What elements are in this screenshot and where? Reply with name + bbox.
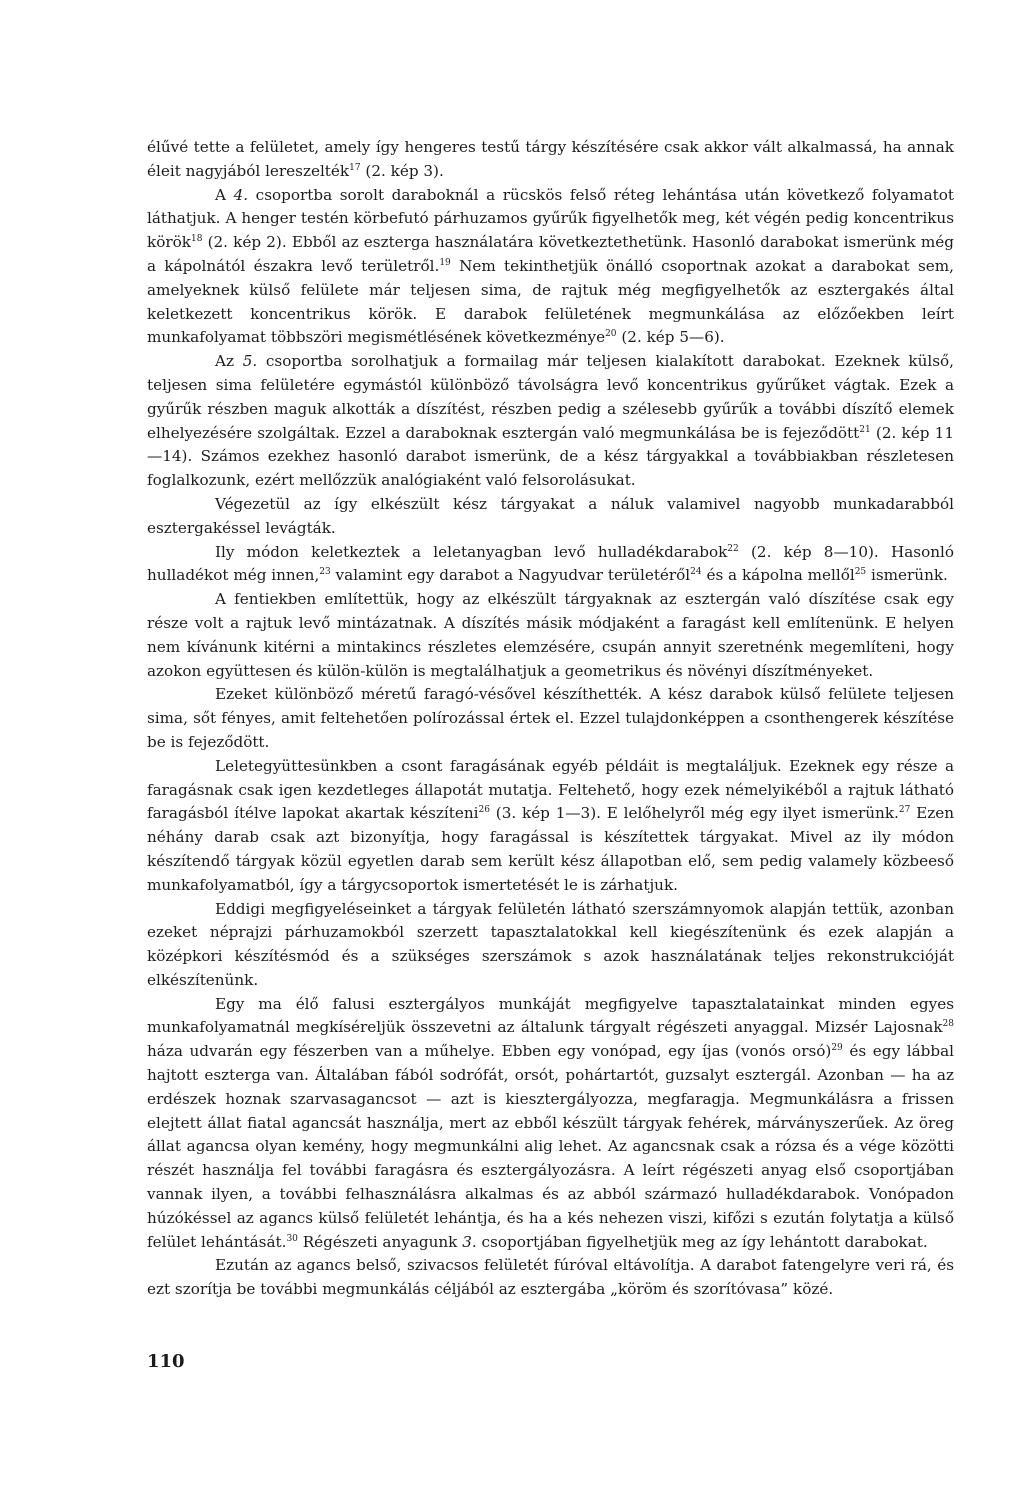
text-run: (2. kép 8—10). Hasonló hulladékot még innen, (147, 542, 954, 585)
text-run: Ezen néhány darab csak azt bizonyítja, hogy faragással is készítettek tárgyakat. Mivel az ily módon készítendő tárgyak közül egyetlen darab sem került kész állapotban elő, sem pedig valamely közbeeső munkafolyamatból, így a tárgycsoportok ismertetését le is zárhatjuk. (147, 804, 954, 894)
text-run: A (215, 185, 234, 204)
text-run: Leletegyüttesünkben a csont faragásának egyéb példáit is megtaláljuk. Ezeknek egy része a faragásnak csak igen kezdetleges állapotát mutatja. Feltehető, hogy ezek némelyikéből a rajtuk látható faragásból ítélve lapokat akartak készíteni (147, 756, 954, 823)
footnote-ref: 29 (831, 1043, 843, 1054)
paragraph (147, 136, 954, 184)
footnote-ref: 19 (439, 257, 451, 268)
paragraph (147, 350, 954, 493)
text-run: ismerünk. (866, 566, 948, 585)
footnote-ref: 30 (286, 1233, 298, 1244)
text-run: Eddigi megfigyeléseinket a tárgyak felületén látható szerszámnyomok alapján tettük, azonban ezeket néprajzi párhuzamokból szerzett tapasztalatokkal kell kiegészítenünk és ezek alapján a középkori készítésmód és a szükséges szerszámok s azok használatának teljes rekonstrukcióját elkészítenünk. (147, 899, 954, 989)
paragraph (147, 755, 954, 898)
text-run: A fentiekben említettük, hogy az elkészült tárgyaknak az esztergán való díszítése csak egy része volt a rajtuk levő mintázatnak. A díszítés másik módjaként a faragást kell említenünk. E helyen nem kívánunk kitérni a mintakincs részletes elemzésére, csupán annyit szeretnénk megemlíteni, hogy azokon együttesen és külön-külön is megtalálhatjuk a geometrikus és növényi díszítményeket. (147, 590, 954, 680)
paragraph (147, 898, 954, 993)
footnote-ref: 25 (854, 567, 867, 578)
text-run: Az (215, 352, 243, 371)
text-run: és a kápolna mellől (701, 566, 855, 585)
footnote-ref: 21 (859, 424, 871, 435)
page-body (147, 136, 954, 1302)
paragraph (147, 588, 954, 683)
text-run: (2. kép 5—6). (616, 328, 725, 347)
text-run: csoportba sorolt daraboknál a rücskös felső réteg lehántása után következő folyamatot láthatjuk. A henger testén körbefutó párhuzamos gyűrűk figyelhetők meg, két végén pedig koncentrikus körök (147, 185, 954, 252)
text-run: Végezetül az így elkészült kész tárgyakat a náluk valamivel nagyobb munkadarabból esztergakéssel levágták. (147, 494, 954, 537)
text-run: és egy lábbal hajtott eszterga van. Általában fából sodrófát, orsót, pohártartót, guzsalyt esztergál. Azonban — ha az erdészek hoznak szarvasagancsot — azt is kiesztergályozza, megfaragja. Megmunkálásra a frissen elejtett állat fiatal agancsát használja, mert az ebből készült tárgyak fehérek, márványszerűek. Az öreg állat agancsa olyan kemény, hogy megmunkálni alig lehet. Az agancsnak csak a rózsa és a vége közötti részét használja fel további faragásra és esztergályozásra. A leírt régészeti anyag első csoportjában vannak ilyen, a további felhasználásra alkalmas és az abból származó hulladékdarabok. Vonópadon húzókéssel az agancs külső felületét lehántja, és ha a kés nehezen viszi, kifőzi s ezután folytatja a külső felület lehántását. (147, 1042, 954, 1251)
text-run: Egy ma élő falusi esztergályos munkáját megfigyelve tapasztalatainkat minden egyes munkafolyamatnál megkíséreljük összevetni az általunk tárgyalt régészeti anyaggal. Mizsér Lajosnak (147, 994, 954, 1037)
group-number: 3. (462, 1232, 477, 1251)
footnote-ref: 23 (319, 567, 331, 578)
footnote-ref: 17 (349, 162, 361, 173)
text-run: háza udvarán egy fészerben van a műhelye. Ebben egy vonópad, egy íjas (vonós orsó) (147, 1042, 832, 1061)
paragraph (147, 184, 954, 351)
page-number: 110 (147, 1351, 185, 1372)
text-run: Nem tekinthetjük önálló csoportnak azokat a darabokat sem, amelyeknek külső felülete már teljesen sima, de rajtuk még megfigyelhetők az esztergakés által keletkezett koncentrikus körök. E darabok felületének megmunkálása az előzőekben leírt munkafolyamat többszöri megismétlésének következménye (147, 256, 954, 347)
text-run: Ezután az agancs belső, szivacsos felületét fúróval eltávolítja. A darabot fatengelyre veri rá, és ezt szorítja be további megmunkálás céljából az esztergába „köröm és szorítóvasa” közé. (147, 1256, 954, 1299)
paragraph (147, 1254, 954, 1302)
text-run: (2. kép 3). (360, 161, 444, 180)
group-number: 4. (233, 185, 249, 204)
text-run: (2. kép 11—14). Számos ezekhez hasonló darabot ismerünk, de a kész tárgyakkal a továbbiakban részletesen foglalkozunk, ezért mellőzzük analógiaként való felsorolásukat. (147, 423, 954, 490)
footnote-ref: 28 (942, 1019, 954, 1030)
text-run: valamint egy darabot a Nagyudvar területéről (330, 566, 691, 585)
footnote-ref: 20 (605, 329, 617, 340)
text-run: (3. kép 1—3). E lelőhelyről még egy ilyet ismerünk. (489, 804, 899, 823)
footnote-ref: 27 (898, 805, 911, 816)
paragraph (147, 493, 954, 541)
text-run: Ily módon keletkeztek a leletanyagban levő hulladékdarabok (215, 542, 728, 561)
text-run: (2. kép 2). Ebből az eszterga használatára következtethetünk. Hasonló darabokat ismerünk még a kápolnától északra levő területről. (147, 233, 954, 275)
footnote-ref: 22 (727, 543, 739, 554)
footnote-ref: 18 (190, 234, 203, 245)
text-run: csoportjában figyelhetjük meg az így lehántott darabokat. (476, 1232, 928, 1251)
paragraph (147, 993, 954, 1255)
text-run: Ezeket különböző méretű faragó-vésővel készíthették. A kész darabok külső felülete teljesen sima, sőt fényes, amit feltehetően polírozással értek el. Ezzel tulajdonképpen a csonthengerek készítése be is fejeződött. (147, 685, 954, 751)
text-run: Régészeti anyagunk (297, 1232, 463, 1251)
paragraph (147, 541, 954, 589)
text-run: élűvé tette a felületet, amely így hengeres testű tárgy készítésére csak akkor vált alkalmassá, ha annak éleit nagyjából lereszelték (147, 138, 954, 180)
text-run: csoportba sorolhatjuk a formailag már teljesen kialakított darabokat. Ezeknek külső, teljesen sima felületére egymástól különböző távolságra levő koncentrikus gyűrűket vágtak. Ezek a gyűrűk részben maguk alkották a díszítést, részben pedig a szélesebb gyűrűk a további díszítő elemek elhelyezésére szolgáltak. Ezzel a daraboknak esztergán való megmunkálása be is fejeződött (147, 352, 954, 442)
footnote-ref: 24 (690, 567, 702, 578)
group-number: 5. (242, 352, 258, 371)
footnote-ref: 26 (478, 805, 490, 816)
paragraph (147, 683, 954, 754)
